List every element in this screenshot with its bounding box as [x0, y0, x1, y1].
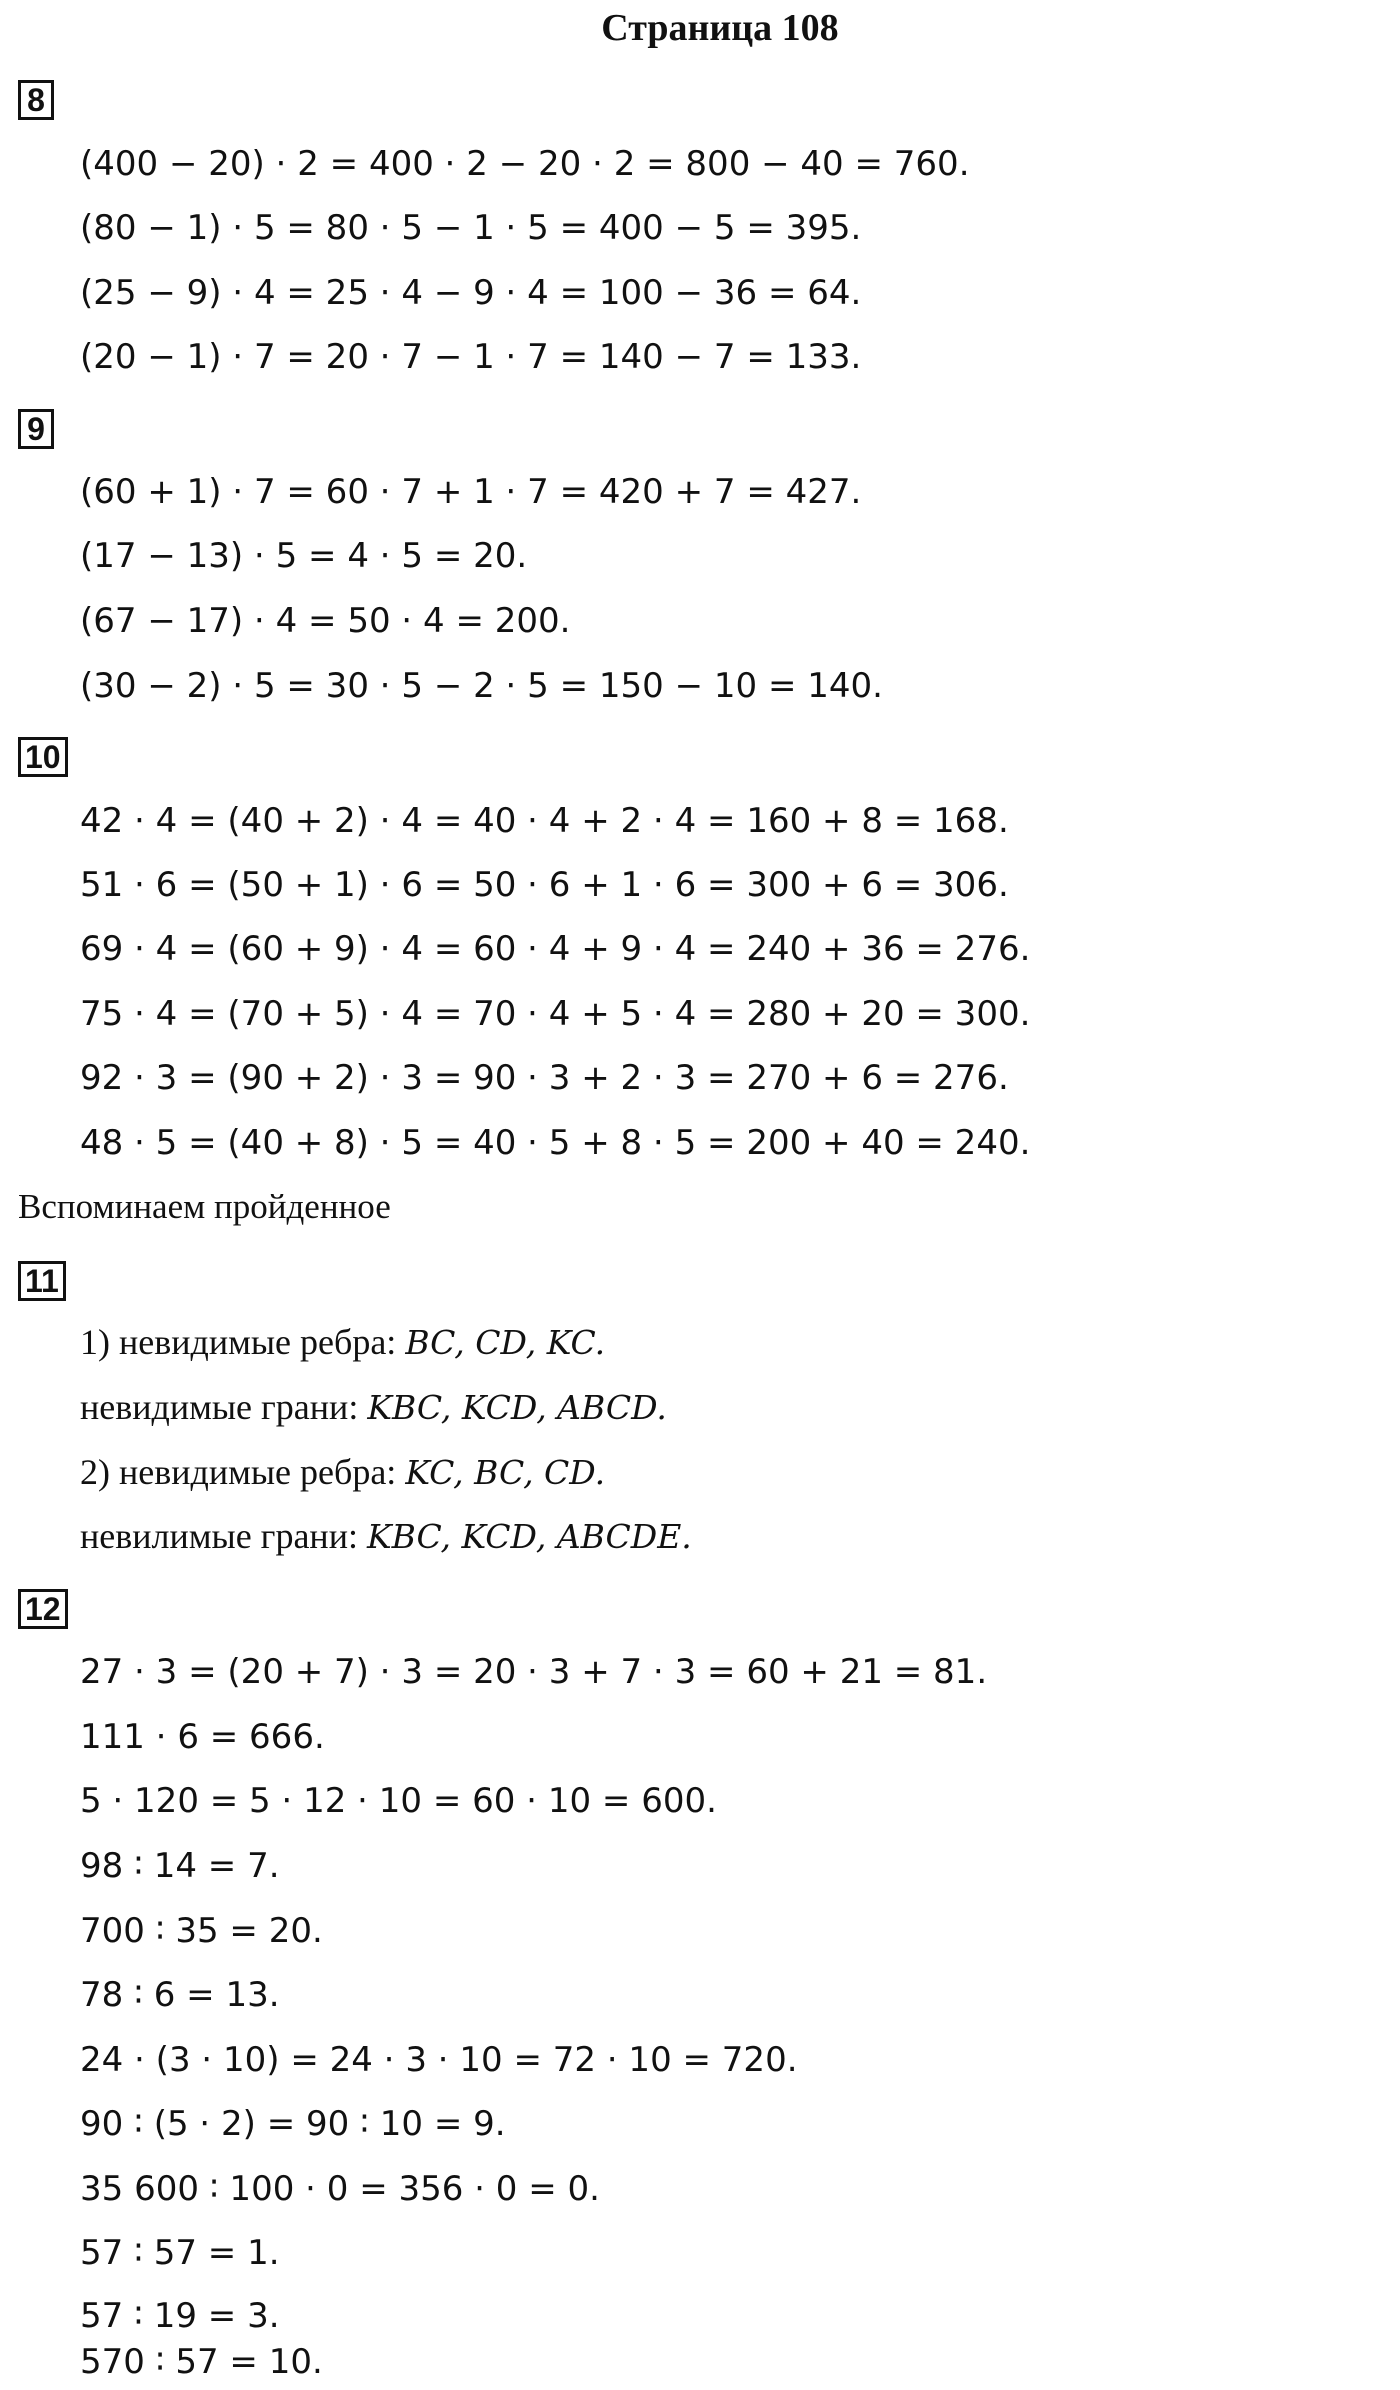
equation-line: (20 − 1) ⋅ 7 = 20 ⋅ 7 − 1 ⋅ 7 = 140 − 7 = 133.: [80, 337, 862, 377]
equation-line: 90 ∶ (5 ⋅ 2) = 90 ∶ 10 = 9.: [80, 2104, 506, 2144]
section-heading: Вспоминаем пройденное: [18, 1187, 391, 1226]
exercise-number-12: 12: [18, 1589, 68, 1629]
exercise-number-8: 8: [18, 80, 54, 120]
equation-line: 700 ∶ 35 = 20.: [80, 1911, 323, 1951]
equation-line: 57 ∶ 57 = 1.: [80, 2233, 280, 2273]
answer-line: [80, 1385, 667, 1430]
answer-math: KBC, KCD, ABCD.: [367, 1388, 667, 1427]
equation-line: 75 ⋅ 4 = (70 + 5) ⋅ 4 = 70 ⋅ 4 + 5 ⋅ 4 = 280 + 20 = 300.: [80, 994, 1031, 1034]
answer-text: 2) невидимые ребра:: [80, 1452, 406, 1492]
answer-math: BC, CD, KC.: [405, 1323, 606, 1362]
equation-line: (60 + 1) ⋅ 7 = 60 ⋅ 7 + 1 ⋅ 7 = 420 + 7 = 427.: [80, 472, 862, 512]
equation-line: (400 − 20) ⋅ 2 = 400 ⋅ 2 − 20 ⋅ 2 = 800 − 40 = 760.: [80, 144, 970, 184]
answer-math: KBC, KCD, ABCDE.: [366, 1517, 692, 1556]
equation-line: (30 − 2) ⋅ 5 = 30 ⋅ 5 − 2 ⋅ 5 = 150 − 10 = 140.: [80, 666, 883, 706]
equation-line: 48 ⋅ 5 = (40 + 8) ⋅ 5 = 40 ⋅ 5 + 8 ⋅ 5 = 200 + 40 = 240.: [80, 1123, 1031, 1163]
equation-line: 35 600 ∶ 100 ⋅ 0 = 356 ⋅ 0 = 0.: [80, 2169, 600, 2209]
answer-text: невилимые грани:: [80, 1516, 367, 1556]
answer-line: [80, 1450, 605, 1495]
equation-line: 57 ∶ 19 = 3.: [80, 2296, 280, 2336]
equation-line: 24 ⋅ (3 ⋅ 10) = 24 ⋅ 3 ⋅ 10 = 72 ⋅ 10 = 720.: [80, 2040, 798, 2080]
equation-line: (25 − 9) ⋅ 4 = 25 ⋅ 4 − 9 ⋅ 4 = 100 − 36 = 64.: [80, 273, 862, 313]
exercise-number-10: 10: [18, 737, 68, 777]
equation-line: 51 ⋅ 6 = (50 + 1) ⋅ 6 = 50 ⋅ 6 + 1 ⋅ 6 = 300 + 6 = 306.: [80, 865, 1009, 905]
answer-text: невидимые грани:: [80, 1387, 368, 1427]
answer-math: KC, BC, CD.: [405, 1453, 606, 1492]
equation-line: 111 ⋅ 6 = 666.: [80, 1717, 325, 1757]
equation-line: 5 ⋅ 120 = 5 ⋅ 12 ⋅ 10 = 60 ⋅ 10 = 600.: [80, 1781, 717, 1821]
equation-line: 69 ⋅ 4 = (60 + 9) ⋅ 4 = 60 ⋅ 4 + 9 ⋅ 4 = 240 + 36 = 276.: [80, 929, 1031, 969]
equation-line: 42 ⋅ 4 = (40 + 2) ⋅ 4 = 40 ⋅ 4 + 2 ⋅ 4 = 160 + 8 = 168.: [80, 801, 1009, 841]
exercise-number-9: 9: [18, 409, 54, 449]
answer-line: [80, 1514, 692, 1559]
equation-line: 92 ⋅ 3 = (90 + 2) ⋅ 3 = 90 ⋅ 3 + 2 ⋅ 3 = 270 + 6 = 276.: [80, 1058, 1009, 1098]
equation-line: 570 ∶ 57 = 10.: [80, 2342, 323, 2382]
equation-line: 78 ∶ 6 = 13.: [80, 1975, 280, 2015]
answer-line: [80, 1320, 605, 1365]
equation-line: (17 − 13) ⋅ 5 = 4 ⋅ 5 = 20.: [80, 536, 528, 576]
equation-line: (80 − 1) ⋅ 5 = 80 ⋅ 5 − 1 ⋅ 5 = 400 − 5 = 395.: [80, 208, 862, 248]
equation-line: (67 − 17) ⋅ 4 = 50 ⋅ 4 = 200.: [80, 601, 571, 641]
page-title: Страница 108: [601, 7, 839, 49]
exercise-number-11: 11: [18, 1261, 66, 1301]
answer-text: 1) невидимые ребра:: [80, 1322, 406, 1362]
equation-line: 27 ⋅ 3 = (20 + 7) ⋅ 3 = 20 ⋅ 3 + 7 ⋅ 3 = 60 + 21 = 81.: [80, 1652, 988, 1692]
equation-line: 98 ∶ 14 = 7.: [80, 1846, 280, 1886]
